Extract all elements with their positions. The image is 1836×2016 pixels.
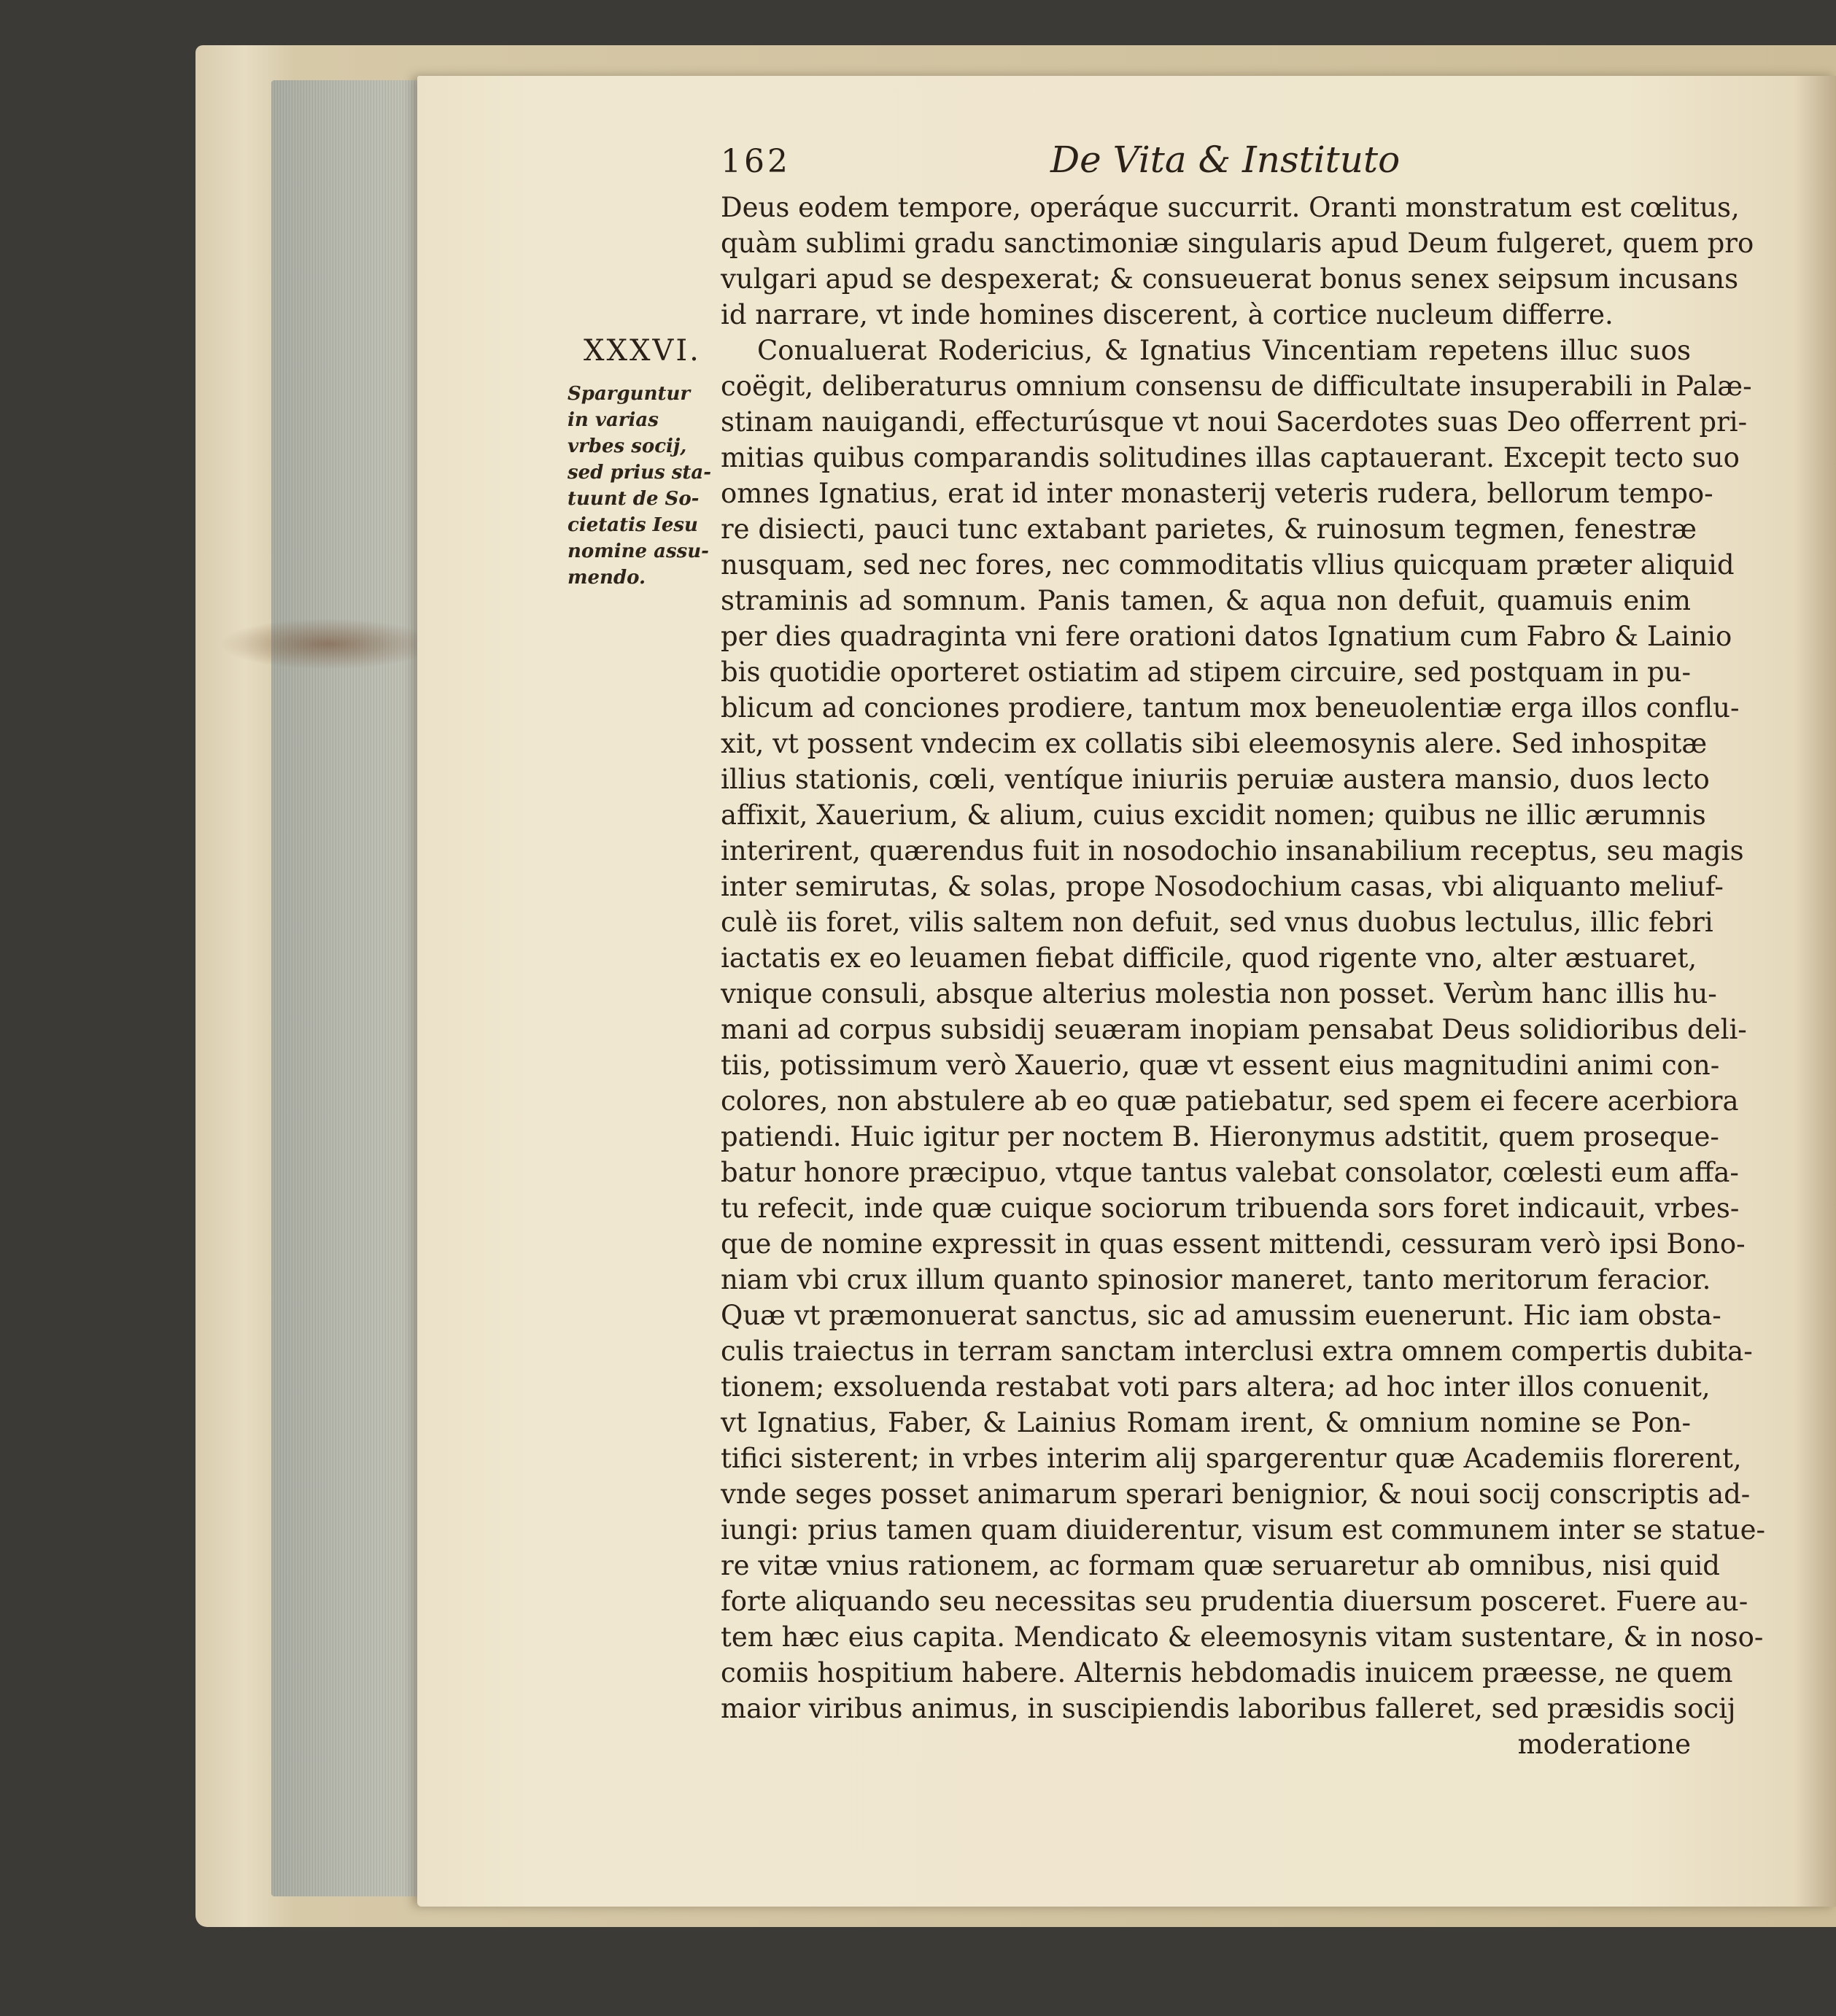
text-line: coëgit, deliberaturus omnium consensu de difficultate insuperabili in Palæ- [721, 371, 1752, 402]
text-line: Quæ vt præmonuerat sanctus, sic ad amussim euenerunt. Hic iam obsta- [721, 1300, 1721, 1331]
text-line: mani ad corpus subsidij seuæram inopiam pensabat Deus solidioribus deli- [721, 1014, 1747, 1045]
marginal-note-line: sed prius sta- [568, 462, 712, 484]
text-line: bis quotidie oporteret ostiatim ad stipem circuire, sed postquam in pu- [721, 656, 1691, 688]
text-line: colores, non abstulere ab eo quæ patiebatur, sed spem ei fecere acerbiora [721, 1085, 1739, 1117]
text-line: affixit, Xauerium, & alium, cuius excidit nomen; quibus ne illic ærumnis [721, 799, 1706, 831]
text-line: nusquam, sed nec fores, nec commoditatis vllius quicquam præter aliquid [721, 549, 1735, 581]
marginal-note-line: Sparguntur [568, 383, 691, 405]
text-line: stinam nauigandi, effecturúsque vt noui Sacerdotes suas Deo offerrent pri- [721, 406, 1748, 438]
text-line: tem hæc eius capita. Mendicato & eleemosynis vitam sustentare, & in noso- [721, 1621, 1764, 1653]
text-line: straminis ad somnum. Panis tamen, & aqua non defuit, quamuis enim [721, 585, 1691, 616]
text-line: culis traiectus in terram sanctam interclusi extra omnem compertis dubita- [721, 1335, 1753, 1367]
text-line: patiendi. Huic igitur per noctem B. Hieronymus adstitit, quem proseque- [721, 1121, 1719, 1152]
text-line: vulgari apud se despexerat; & consueuerat bonus senex seipsum incusans [721, 263, 1739, 295]
marginal-note-line: mendo. [568, 567, 646, 589]
text-line: comiis hospitium habere. Alternis hebdomadis inuicem præesse, ne quem [721, 1657, 1733, 1689]
text-line: batur honore præcipuo, vtque tantus valebat consolator, cœlesti eum affa- [721, 1157, 1739, 1188]
marginal-note [568, 381, 712, 591]
text-line: vnique consuli, absque alterius molestia non posset. Verùm hanc illis hu- [721, 978, 1717, 1009]
stain [219, 619, 438, 670]
text-line: tifici sisterent; in vrbes interim alij spargerentur quæ Academiis florerent, [721, 1443, 1742, 1474]
marginal-note-line: tuunt de So- [568, 488, 700, 510]
text-line: id narrare, vt inde homines discerent, à cortice nucleum differre. [721, 299, 1614, 330]
marginal-note-line: in varias [568, 409, 659, 431]
text-line: maior viribus animus, in suscipiendis laboribus falleret, sed præsidis socij [721, 1693, 1736, 1724]
text-line: re disiecti, pauci tunc extabant parietes, & ruinosum tegmen, fenestræ [721, 513, 1697, 545]
running-head [721, 139, 1669, 187]
body-text [721, 190, 1765, 1762]
text-line: forte aliquando seu necessitas seu prudentia diuersum posceret. Fuere au- [721, 1586, 1748, 1617]
text-line: illius stationis, cœli, ventíque iniuriis peruiæ austera mansio, duos lecto [721, 764, 1710, 795]
text-line: tu refecit, inde quæ cuique sociorum tribuenda sors foret indicauit, vrbes- [721, 1193, 1740, 1224]
text-line: xit, vt possent vndecim ex collatis sibi eleemosynis alere. Sed inhospitæ [721, 728, 1708, 759]
text-line: iactatis ex eo leuamen fiebat difficile, quod rigente vno, alter æstuaret, [721, 942, 1697, 974]
marginal-note-line: cietatis Iesu [568, 514, 698, 536]
text-line: vt Ignatius, Faber, & Lainius Romam irent, & omnium nomine se Pon- [721, 1407, 1691, 1438]
marginal-note-line: nomine assu- [568, 540, 709, 562]
page-number: 162 [721, 143, 791, 180]
running-title: De Vita & Instituto [1050, 139, 1401, 181]
text-line: quàm sublimi gradu sanctimoniæ singularis apud Deum fulgeret, quem pro [721, 228, 1754, 259]
text-line: que de nomine expressit in quas essent mittendi, cessuram verò ipsi Bono- [721, 1228, 1746, 1260]
text-line: Conualuerat Rodericius, & Ignatius Vincentiam repetens illuc suos [757, 335, 1691, 366]
text-line: interirent, quærendus fuit in nosodochio insanabilium receptus, seu magis [721, 835, 1744, 867]
marginal-note-line: vrbes socij, [568, 435, 687, 457]
text-line: per dies quadraginta vni fere orationi datos Ignatium cum Fabro & Lainio [721, 621, 1732, 652]
text-line: iungi: prius tamen quam diuiderentur, visum est communem inter se statue- [721, 1514, 1765, 1546]
text-line: tiis, potissimum verò Xauerio, quæ vt essent eius magnitudini animi con- [721, 1050, 1720, 1081]
text-line: blicum ad conciones prodiere, tantum mox beneuolentiæ erga illos conflu- [721, 692, 1740, 724]
text-line: Deus eodem tempore, operáque succurrit. Oranti monstratum est cœlitus, [721, 192, 1740, 223]
text-line: re vitæ vnius rationem, ac formam quæ seruaretur ab omnibus, nisi quid [721, 1550, 1720, 1581]
text-line: culè iis foret, vilis saltem non defuit, sed vnus duobus lectulus, illic febri [721, 907, 1713, 938]
text-line: vnde seges posset animarum sperari benignior, & noui socij conscriptis ad- [721, 1478, 1751, 1510]
text-line: tionem; exsoluenda restabat voti pars altera; ad hoc inter illos conuenit, [721, 1371, 1711, 1403]
text-line: mitias quibus comparandis solitudines illas captauerant. Excepit tecto suo [721, 442, 1740, 473]
catchword: moderatione [1517, 1729, 1691, 1760]
page-gutter-shadow [1794, 76, 1836, 1907]
text-line: niam vbi crux illum quanto spinosior maneret, tanto meritorum feracior. [721, 1264, 1711, 1295]
text-line: omnes Ignatius, erat id inter monasterij veteris rudera, bellorum tempo- [721, 478, 1713, 509]
chapter-number: XXXVI. [584, 334, 701, 368]
text-line: inter semirutas, & solas, prope Nosodochium casas, vbi aliquanto meliuf- [721, 871, 1724, 902]
